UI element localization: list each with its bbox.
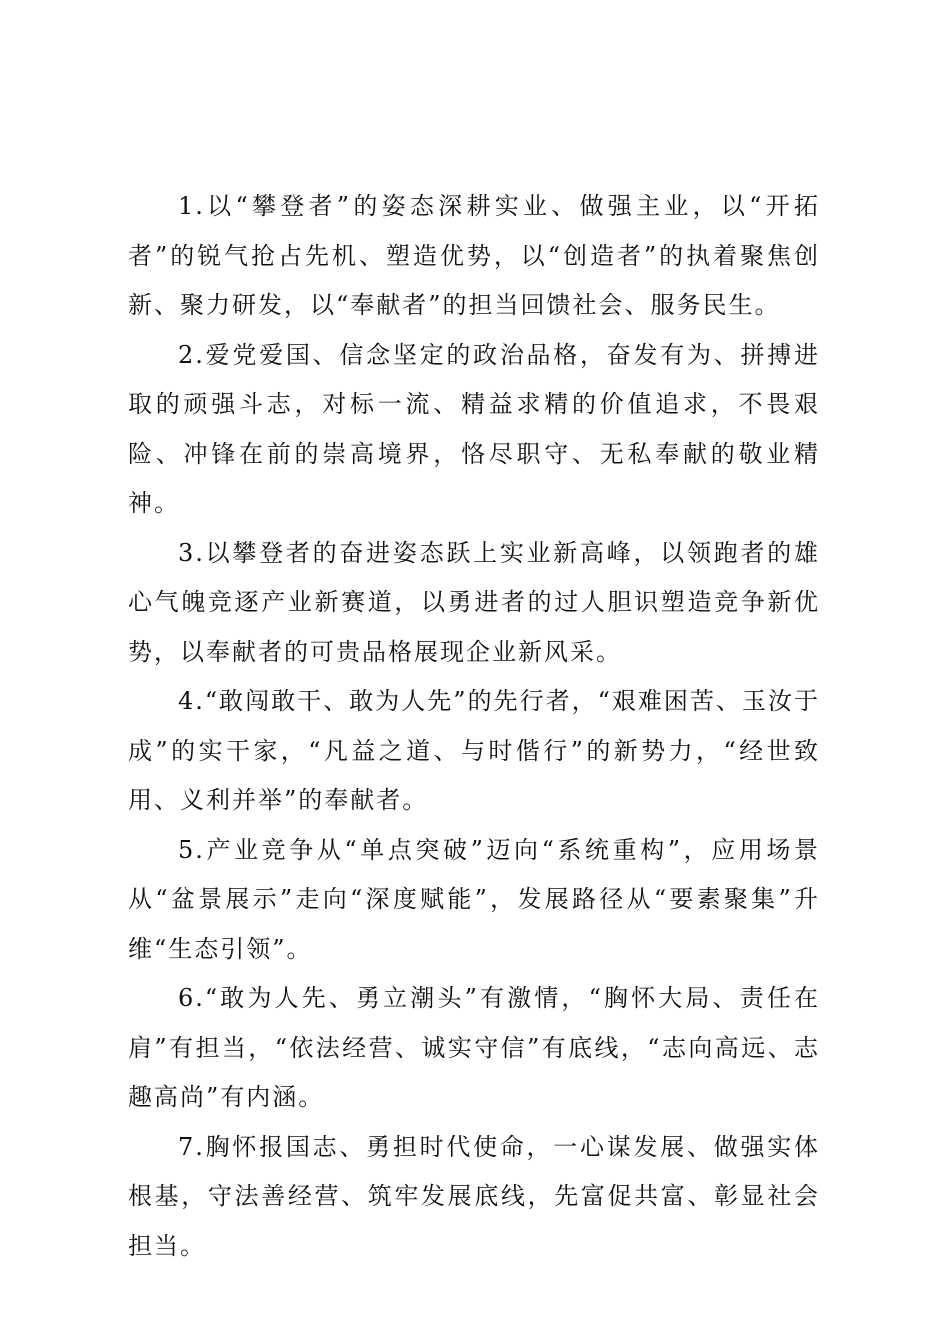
paragraph-item-2: 2.爱党爱国、信念坚定的政治品格，奋发有为、拼搏进取的顽强斗志，对标一流、精益求精的价值追求，不畏艰险、冲锋在前的崇高境界，恪尽职守、无私奉献的敬业精神。 [128, 340, 820, 517]
paragraph-item-7: 7.胸怀报国志、勇担时代使命，一心谋发展、做强实体根基，守法善经营、筑牢发展底线，先富促共富、彰显社会担当。 [128, 1132, 820, 1260]
paragraph-item-5: 5.产业竞争从“单点突破”迈向“系统重构”，应用场景从“盆景展示”走向“深度赋能”，发展路径从“要素聚集”升维“生态引领”。 [128, 835, 820, 963]
document-body [128, 182, 820, 1271]
paragraph-item-3: 3.以攀登者的奋进姿态跃上实业新高峰，以领跑者的雄心气魄竞逐产业新赛道，以勇进者的过人胆识塑造竞争新优势，以奉献者的可贵品格展现企业新风采。 [128, 538, 820, 666]
paragraph-item-4: 4.“敢闯敢干、敢为人先”的先行者，“艰难困苦、玉汝于成”的实干家，“凡益之道、与时偕行”的新势力，“经世致用、义利并举”的奉献者。 [128, 687, 820, 814]
paragraph-item-1: 1.以“攀登者”的姿态深耕实业、做强主业，以“开拓者”的锐气抢占先机、塑造优势，以“创造者”的执着聚焦创新、聚力研发，以“奉献者”的担当回馈社会、服务民生。 [128, 192, 820, 319]
paragraph-item-6: 6.“敢为人先、勇立潮头”有激情，“胸怀大局、责任在肩”有担当，“依法经营、诚实守信”有底线，“志向高远、志趣高尚”有内涵。 [128, 984, 820, 1111]
